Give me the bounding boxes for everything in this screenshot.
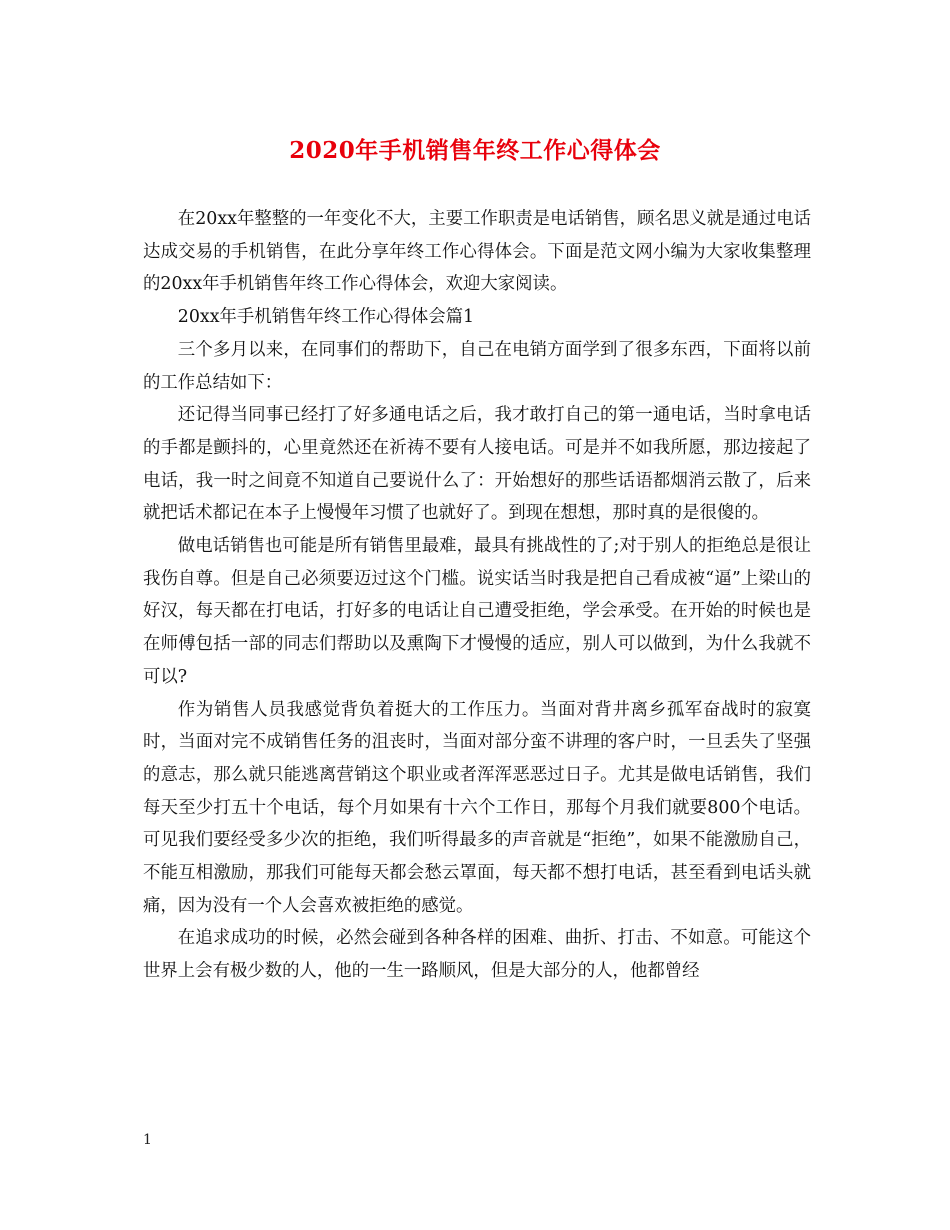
- paragraph-1: 三个多月以来，在同事们的帮助下，自己在电销方面学到了很多东西，下面将以前的工作总结如下：: [143, 339, 811, 393]
- paragraph-5: 在追求成功的时候，必然会碰到各种各样的困难、曲折、打击、不如意。可能这个世界上会有极少数的人，他的一生一路顺风，但是大部分的人，他都曾经: [143, 928, 811, 982]
- page-number: 1: [143, 1132, 152, 1148]
- paragraph-2: 还记得当同事已经打了好多通电话之后，我才敢打自己的第一通电话，当时拿电话的手都是颤抖的，心里竟然还在祈祷不要有人接电话。可是并不如我所愿，那边接起了电话，我一时之间竟不知道自己要说什么了：开始想好的那些话语都烟消云散了，后来就把话术都记在本子上慢慢年习惯了也就好了。到现在想想，那时真的是很傻的。: [143, 405, 811, 524]
- section-heading: 20xx年手机销售年终工作心得体会篇1: [177, 307, 475, 328]
- document-body: [143, 203, 811, 988]
- paragraph-3: 做电话销售也可能是所有销售里最难，最具有挑战性的了;对于别人的拒绝总是很让我伤自尊。但是自己必须要迈过这个门槛。说实话当时我是把自己看成被“逼”上梁山的好汉，每天都在打电话，打好多的电话让自己遭受拒绝，学会承受。在开始的时候也是在师傅包括一部的同志们帮助以及熏陶下才慢慢的适应，别人可以做到，为什么我就不可以?: [143, 536, 811, 687]
- paragraph-intro: 在20xx年整整的一年变化不大，主要工作职责是电话销售，顾名思义就是通过电话达成交易的手机销售，在此分享年终工作心得体会。下面是范文网小编为大家收集整理的20xx年手机销售年终工作心得体会，欢迎大家阅读。: [143, 209, 811, 295]
- paragraph-4: 作为销售人员我感觉背负着挺大的工作压力。当面对背井离乡孤军奋战时的寂寞时，当面对完不成销售任务的沮丧时，当面对部分蛮不讲理的客户时，一旦丢失了坚强的意志，那么就只能逃离营销这个职业或者浑浑恶恶过日子。尤其是做电话销售，我们每天至少打五十个电话，每个月如果有十六个工作日，那每个月我们就要800个电话。可见我们要经受多少次的拒绝，我们听得最多的声音就是“拒绝”，如果不能激励自己，不能互相激励，那我们可能每天都会愁云罩面，每天都不想打电话，甚至看到电话头就痛，因为没有一个人会喜欢被拒绝的感觉。: [143, 699, 811, 916]
- document-title: 2020年手机销售年终工作心得体会: [289, 137, 661, 164]
